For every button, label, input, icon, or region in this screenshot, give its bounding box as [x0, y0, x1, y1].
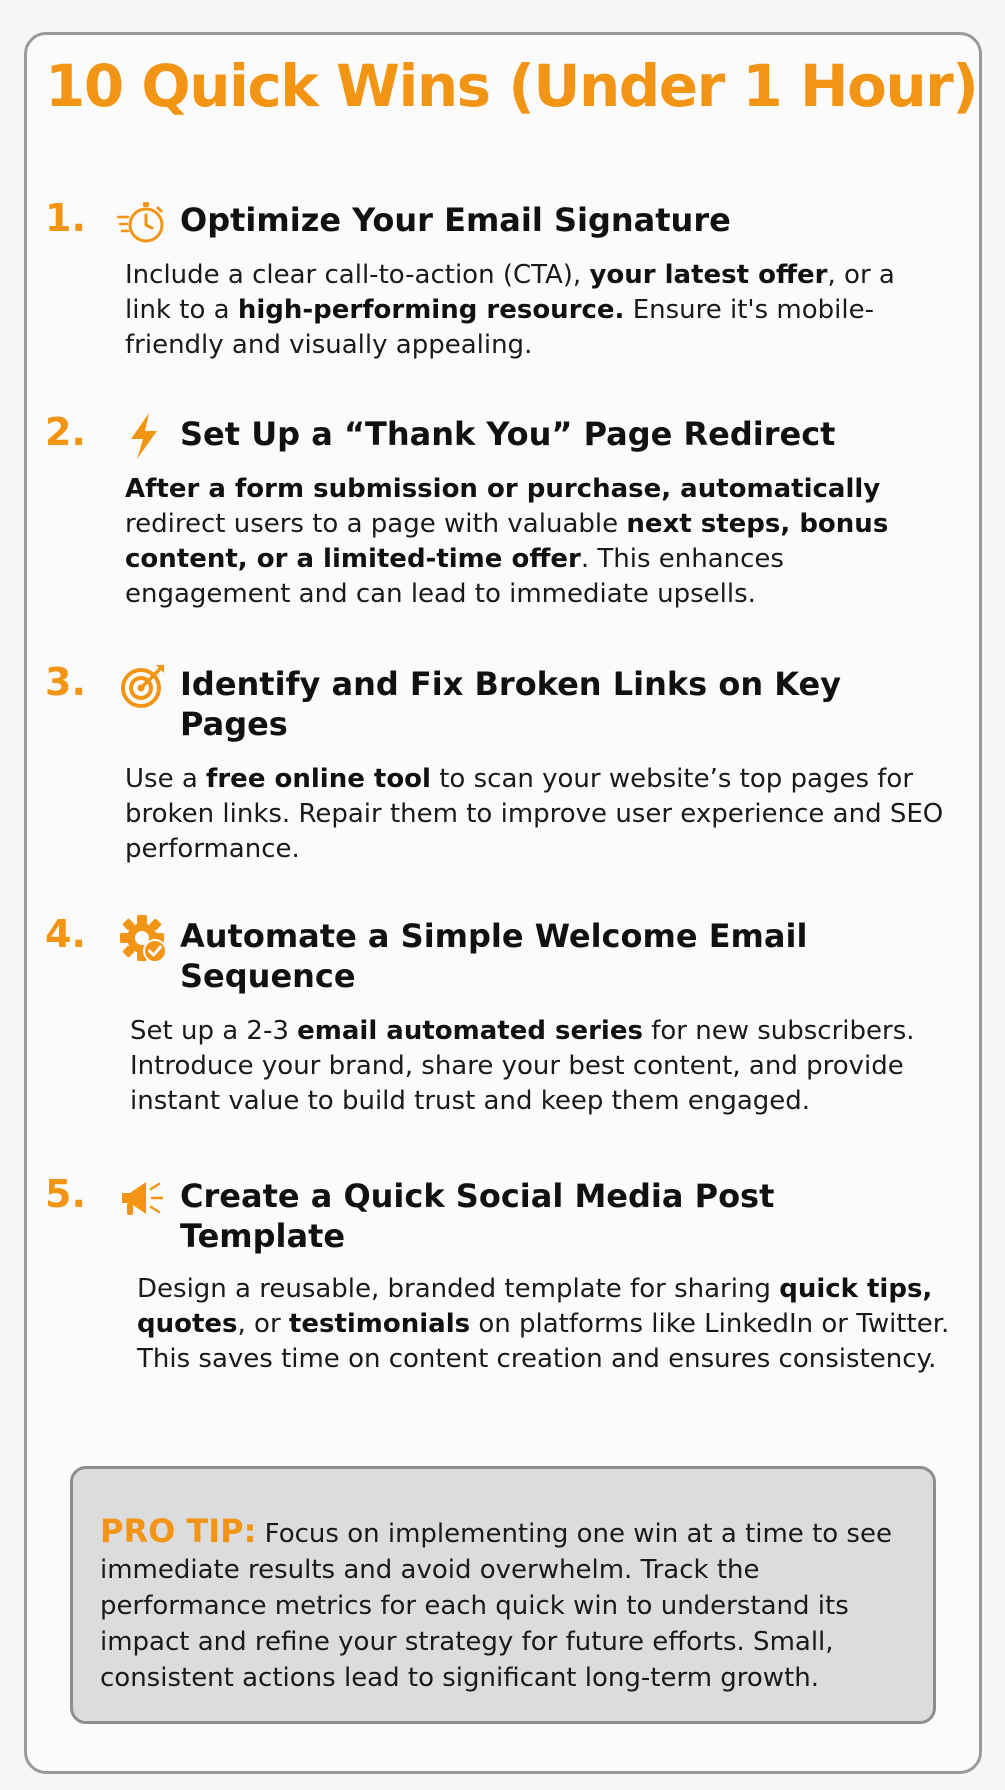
megaphone-icon [115, 1172, 167, 1224]
quick-win-item-2 [45, 410, 945, 609]
description-text: . This enhances engagement and can lead to immediate upsells. [125, 544, 784, 609]
item-description [125, 258, 945, 363]
item-number: 3. [45, 660, 86, 704]
item-heading: Optimize Your Email Signature [180, 201, 731, 239]
item-number: 5. [45, 1172, 86, 1216]
item-number: 4. [45, 912, 86, 956]
lightning-icon [118, 410, 170, 462]
stopwatch-icon [115, 196, 167, 248]
emphasis-text: testimonials [288, 1309, 471, 1339]
description-text: Design a reusable, branded template for sharing [137, 1274, 780, 1304]
item-heading: Create a Quick Social Media Post Template [180, 1177, 775, 1255]
item-heading: Automate a Simple Welcome Email Sequence [180, 917, 808, 995]
description-text: , or [237, 1309, 289, 1339]
quick-win-item-3 [45, 660, 945, 864]
item-heading: Set Up a “Thank You” Page Redirect [180, 415, 836, 453]
description-text: , or a link to a [125, 260, 895, 325]
quick-win-item-4 [45, 912, 945, 1116]
description-text: to scan your website’s top pages for broken links. Repair them to improve user experience and SEO performance. [125, 764, 944, 864]
item-description [137, 1272, 957, 1377]
pro-tip-box [70, 1466, 936, 1724]
emphasis-text: next steps, bonus content, or a limited-time offer [125, 509, 889, 574]
quick-win-item-1 [45, 196, 945, 360]
emphasis-text: high-performing resource. [237, 295, 625, 325]
pro-tip-text [100, 1513, 920, 1696]
item-description [130, 1014, 990, 1119]
item-heading: Identify and Fix Broken Links on Key Pages [180, 665, 842, 743]
description-text: Include a clear call-to-action (CTA), [125, 260, 590, 290]
item-number: 2. [45, 410, 86, 454]
item-number: 1. [45, 196, 86, 240]
description-text: redirect users to a page with valuable [125, 509, 627, 539]
emphasis-text: free online tool [206, 764, 431, 794]
item-description [125, 472, 945, 612]
page-title: 10 Quick Wins (Under 1 Hour) [45, 52, 978, 120]
description-text: Set up a 2-3 [130, 1016, 298, 1046]
description-text: on platforms like LinkedIn or Twitter. This saves time on content creation and ensures consistency. [137, 1309, 950, 1374]
item-description [125, 762, 945, 867]
pro-tip-label: PRO TIP: [100, 1512, 257, 1550]
gear-check-icon [117, 912, 169, 964]
quick-win-item-5 [45, 1172, 950, 1374]
emphasis-text: quick tips, quotes [137, 1274, 933, 1339]
emphasis-text: After a form submission or purchase, automatically [125, 474, 881, 504]
description-text: Use a [125, 764, 207, 794]
target-icon [117, 660, 169, 712]
pro-tip-body: Focus on implementing one win at a time to see immediate results and avoid overwhelm. Track the performance metrics for each quick win to understand its impact and refine your strategy for future efforts. Small, consistent actions lead to significant long-term growth. [100, 1519, 892, 1693]
description-text: Ensure it's mobile-friendly and visually appealing. [125, 295, 874, 360]
emphasis-text: your latest offer [589, 260, 828, 290]
description-text: for new subscribers. Introduce your brand, share your best content, and provide instant value to build trust and keep them engaged. [130, 1016, 915, 1116]
emphasis-text: email automated series [297, 1016, 643, 1046]
